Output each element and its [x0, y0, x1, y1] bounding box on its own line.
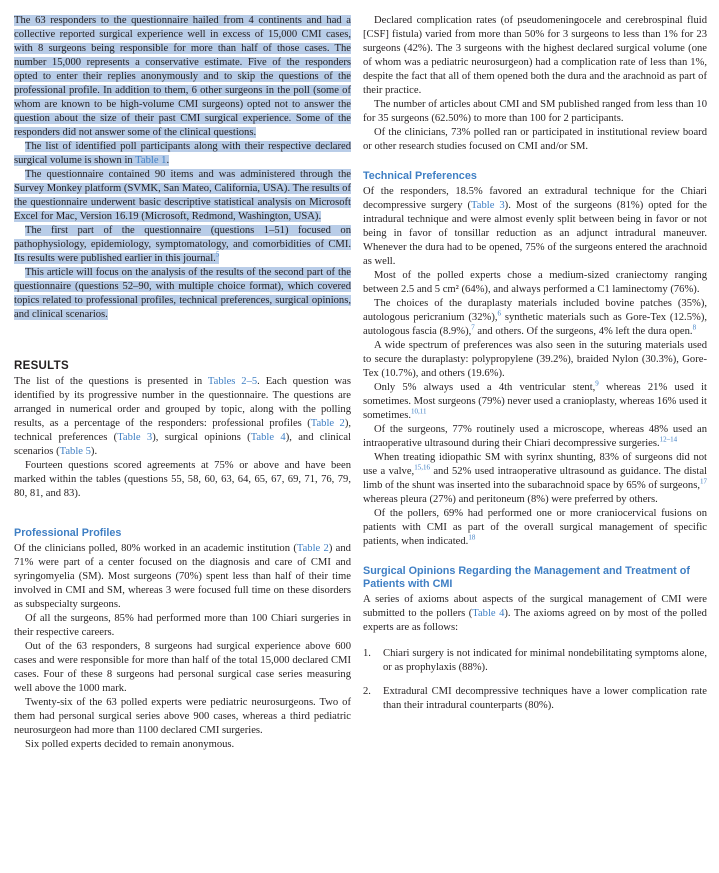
citation-10-11[interactable]: 10,11: [410, 406, 427, 415]
professional-profiles-heading: Professional Profiles: [14, 527, 122, 539]
research-paragraph: Of the clinicians, 73% polled ran or participated in institutional review board or other research studies focused on CMI and/or SM.: [363, 127, 707, 152]
table-2-link[interactable]: Table 2: [296, 542, 329, 554]
results-heading: RESULTS: [14, 360, 69, 372]
list-number: 1.: [363, 647, 371, 659]
citation-17[interactable]: 17: [700, 476, 707, 485]
technical-preferences-heading: Technical Preferences: [363, 170, 477, 182]
table-5-link[interactable]: Table 5: [59, 446, 91, 457]
technical-paragraph-5: Only 5% always used a 4th ventricular stent,$^9$ whereas 21% used it sometimes. Most surgeons (79%) never used a cranioplasty, whereas 16% used it sometimes.$^{10,11}$: [363, 378, 707, 421]
technical-paragraph-2: Most of the polled experts chose a medium-sized craniectomy ranging between 2.5 and 5 cm² (64%), and always performed a C1 laminectomy (76%).: [363, 269, 707, 295]
citation-7[interactable]: 7: [471, 322, 475, 331]
table-3-link[interactable]: Table 3: [471, 199, 505, 211]
left-column: [14, 14, 351, 752]
results-paragraph-1: The list of the questions is presented in Tables 2–5. Each question was identified by its progressive number in the questionnaire. The questions are arranged in numerical order and grouped by topic, along with the polling results, as a percentage of the responders: professional profiles (Table 2), technical preferences (Table 3), surgical opinions (Table 4), and clinical scenarios (Table 5).: [14, 376, 351, 457]
list-item: [363, 647, 707, 675]
technical-paragraph-8: Of the pollers, 69% had performed one or more craniocervical fusions on patients with CMI as part of the overall surgical management of specific patients, when indicated.$^{18}$: [363, 507, 707, 547]
intro-paragraph-3: [14, 168, 351, 224]
profiles-paragraph-2: Of all the surgeons, 85% had performed more than 100 Chiari surgeries in their respective careers.: [14, 612, 351, 638]
technical-paragraph-4: A wide spectrum of preferences was also seen in the suturing materials used to secure the duraplasty: polypropylene (39.2%), braided Nylon (30.3%), Gore-Tex (10.7%), and others (19.6%).: [363, 339, 707, 379]
profiles-paragraph-3: Out of the 63 responders, 8 surgeons had surgical experience above 600 cases and were responsible for more than half of the total 15,000 declared CMI cases. Four of these 8 surgeons had personal surgical case series measuring well above the 1000 mark.: [14, 640, 351, 694]
opinions-paragraph: A series of axioms about aspects of the surgical management of CMI were submitted to the pollers (Table 4). The axioms agreed on by most of the polled experts are as follows:: [363, 593, 707, 633]
intro-paragraph-4: [14, 224, 351, 266]
list-text: Extradural CMI decompressive techniques have a lower complication rate than their intradural counterparts (80%).: [383, 685, 707, 711]
highlighted-text[interactable]: The questionnaire contained 90 items and was administered through the Survey Monkey platform (SVMK, San Mateo, California, USA). The results of the questionnaire underwent basic descriptive statistical analysis on Microsoft Excel for Mac, Version 16.19 (Microsoft, Redmond, Washington, USA).: [14, 169, 351, 222]
list-item: [363, 685, 707, 713]
highlighted-text[interactable]: The first part of the questionnaire (questions 1–51) focused on pathophysiology, epidemiology, symptomatology, and comorbidities of CMI. Its results were published earlier in this journal.$^5$: [14, 225, 351, 264]
surgical-opinions-heading: Surgical Opinions Regarding the Management and Treatment of Patients with CMI: [363, 564, 690, 590]
technical-paragraph-6: Of the surgeons, 77% routinely used a microscope, whereas 48% used an intraoperative ultrasound during their Chiari decompressive surgeries.$^{12-14}$: [363, 423, 707, 449]
articles-paragraph: The number of articles about CMI and SM published ranged from less than 10 for 35 surgeons (62.50%) to more than 100 for 2 participants.: [363, 99, 707, 124]
citation-5[interactable]: 5: [215, 250, 220, 259]
profiles-paragraph-5: Six polled experts decided to remain anonymous.: [25, 738, 235, 750]
technical-paragraph-3: The choices of the duraplasty materials included bovine patches (35%), autologous pericranium (32%),$^6$ synthetic materials such as Gore-Tex (12.5%), autologous fascia (8.9%),$^7$ and others. Of the surgeons, 4% left the dura open.$^8$: [363, 297, 707, 337]
table-2-link[interactable]: Table 2: [310, 418, 345, 429]
intro-paragraph-2: [14, 140, 351, 168]
highlighted-text[interactable]: This article will focus on the analysis of the results of the second part of the questionnaire (questions 52–90, with multiple choice format), which covered topics related to professional profiles, technical preferences, surgical opinions, and clinical scenarios.: [14, 267, 351, 320]
technical-paragraph-7: When treating idiopathic SM with syrinx shunting, 83% of surgeons did not use a valve,$^{15,16}$ and 52% used intraoperative ultrasound as guidance. The distal limb of the shunt was inserted into the subarachnoid space by 65% of surgeons,$^{17}$ whereas pleura (27%) and peritoneum (8%) were preferred by others.: [363, 451, 707, 505]
results-paragraph-2: Fourteen questions scored agreements at 75% or above and have been marked within the tables (questions 55, 58, 60, 63, 64, 65, 67, 69, 71, 76, 79, 80, 81, and 83).: [14, 460, 351, 499]
citation-9[interactable]: 9: [595, 378, 599, 387]
table-4-link[interactable]: Table 4: [250, 432, 286, 443]
citation-12-14[interactable]: 12–14: [659, 434, 678, 443]
tables-2-5-link[interactable]: Tables 2–5: [207, 376, 258, 387]
citation-18[interactable]: 18: [468, 532, 476, 541]
citation-8[interactable]: 8: [692, 322, 697, 331]
right-column: [363, 14, 707, 713]
table-4-link[interactable]: Table 4: [472, 607, 505, 619]
table-1-link[interactable]: Table 1: [135, 155, 167, 166]
list-number: 2.: [363, 685, 371, 697]
table-3-link[interactable]: Table 3: [117, 432, 153, 443]
highlighted-text[interactable]: The 63 responders to the questionnaire hailed from 4 continents and had a collective reported surgical experience well in excess of 15,000 CMI cases, with 8 surgeons being responsible for more than half of those cases. The number 15,000 represents a conservative estimate. Five of the responders opted to enter their replies anonymously and to skip the questions of the professional profile. In addition to them, 6 other surgeons in the poll (some of whom are known to be high-volume CMI surgeons) opted not to answer the question about the size of their past CMI surgical experience. Some of the responders did not answer some of the clinical questions.: [14, 15, 351, 138]
profiles-paragraph-1: Of the clinicians polled, 80% worked in an academic institution (Table 2) and 71% were part of a center focused on the diagnosis and care of CMI and syringomyelia (SM). Most surgeons (70%) spent less than half of their time involved in CMI and SM, whereas 3 were focused full time on these disorders as subspecialty surgeons.: [14, 542, 351, 610]
intro-paragraph-1: [14, 14, 351, 140]
profiles-paragraph-4: Twenty-six of the 63 polled experts were pediatric neurosurgeons. Two of them had personal surgical series above 900 cases, whereas a third pediatric neurosurgeon had more than 1100 declared CMI surgeries.: [14, 696, 351, 736]
technical-paragraph-1: Of the responders, 18.5% favored an extradural technique for the Chiari decompressive surgery (Table 3). Most of the surgeons (81%) opted for the intradural technique and were almost evenly split between being in favor or not being in favor of tonsillar reduction as an adjunct intradural maneuver. Whenever the dura had to be opened, 75% of the surgeons entered the arachnoid as well.: [363, 185, 707, 267]
axioms-list: [363, 647, 707, 713]
highlighted-text[interactable]: The list of identified poll participants along with their respective declared surgical volume is shown in Table 1.: [14, 141, 351, 166]
intro-paragraph-5: [14, 266, 351, 322]
list-text: Chiari surgery is not indicated for minimal nondebilitating symptoms alone, or as prophylaxis (88%).: [383, 647, 707, 673]
citation-6[interactable]: 6: [497, 308, 502, 317]
complication-paragraph: Declared complication rates (of pseudomeningocele and cerebrospinal fluid [CSF] fistula) varied from more than 50% for 3 surgeons to less than 1% for 23 surgeons (42%). The 3 surgeons with the highest declared surgical volume (one of whom was a pediatric neurosurgeon) had a complication rate of less than 1%, despite the fact that all of them opened both the dura and the arachnoid as part of their practice.: [363, 15, 707, 96]
citation-15-16[interactable]: 15,16: [414, 462, 430, 471]
